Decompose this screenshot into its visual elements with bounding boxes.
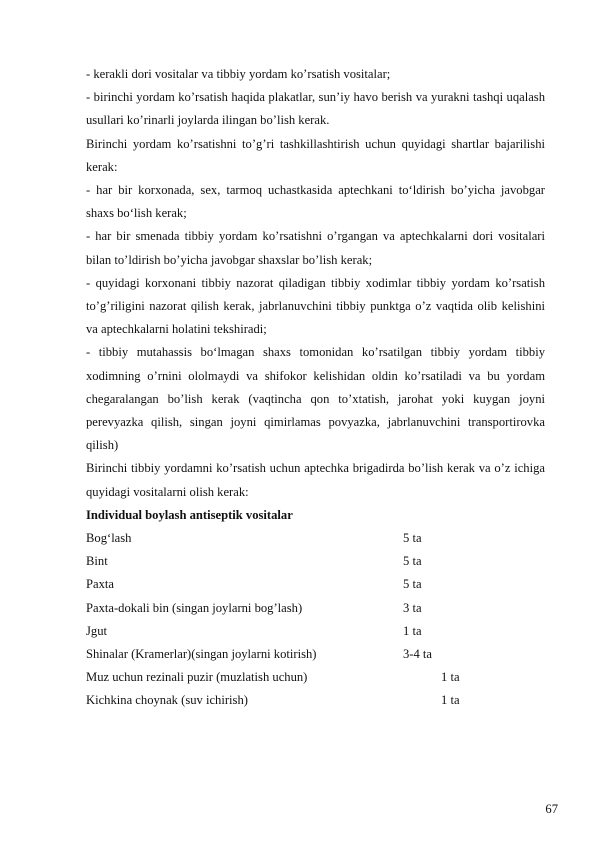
paragraph-conditions-intro: Birinchi yordam ko’rsatishni to’g’ri tashkillashtirish uchun quyidagi shartlar bajarilishi kerak: [86, 136, 545, 174]
item-quantity: 1 ta [441, 670, 460, 685]
item-quantity: 1 ta [441, 693, 460, 708]
list-item [86, 550, 545, 573]
item-name: Bint [86, 554, 108, 569]
paragraph-responsible-person: - har bir korxonada, sex, tarmoq uchastkasida aptechkani to‘ldirish bo’yicha javobgar shaxs bo‘lish kerak; [86, 183, 545, 221]
item-quantity: 5 ta [403, 554, 422, 569]
list-item [86, 597, 545, 620]
list-item [86, 620, 545, 643]
item-quantity: 5 ta [403, 531, 422, 546]
item-name: Bog‘lash [86, 531, 132, 546]
paragraph-kit-contents-intro: Birinchi tibbiy yordamni ko’rsatish uchun aptechka brigadirda bo’lish kerak va o’z ichiga quyidagi vositalarni olish kerak: [86, 461, 545, 499]
list-item [86, 573, 545, 596]
paragraph-non-specialist: - tibbiy mutahassis bo‘lmagan shaxs tomonidan ko’rsatilgan tibbiy yordam tibbiy xodimning o’rnini ololmaydi va shifokor kelishidan oldin ko’rsatiladi va bu yordam chegaralangan bo’lish kerak (vaqtincha qon to’xtatish, jarohat yoki kuygan joyni perevyazka qilish, singan joyni qimirlamas povyazka, jabrlanuvchini transportirovka qilish) [86, 345, 545, 453]
paragraph-posters: - birinchi yordam ko’rsatish haqida plakatlar, sun’iy havo berish va yurakni tashqi uqalash usullari ko’rinarli joylarda ilingan bo’lish kerak. [86, 90, 545, 128]
item-name: Muz uchun rezinali puzir (muzlatish uchun) [86, 670, 308, 685]
list-item [86, 643, 545, 666]
item-name: Paxta-dokali bin (singan joylarni bog’lash) [86, 600, 303, 615]
list-item [86, 666, 545, 689]
item-quantity: 5 ta [403, 577, 422, 592]
page-number: 67 [545, 802, 558, 816]
section-heading: Individual boylash antiseptik vositalar [86, 507, 293, 522]
item-quantity: 3 ta [403, 600, 422, 615]
supplies-list [86, 527, 545, 713]
item-name: Shinalar (Kramerlar)(singan joylarni kotirish) [86, 647, 317, 661]
document-body [86, 63, 545, 713]
paragraph-shift-responsible: - har bir smenada tibbiy yordam ko’rsatishni o’rgangan va aptechkalarni dori vositalari bilan to’ldirish bo’yicha javobgar shaxslar bo’lish kerak; [86, 229, 545, 267]
item-name: Paxta [86, 577, 114, 592]
item-quantity: 3-4 ta [403, 647, 433, 661]
item-name: Kichkina choynak (suv ichirish) [86, 693, 248, 708]
item-quantity: 1 ta [403, 623, 422, 638]
list-item [86, 689, 545, 712]
paragraph-medicines: - kerakli dori vositalar va tibbiy yordam ko’rsatish vositalar; [86, 67, 391, 81]
list-item [86, 527, 545, 550]
paragraph-medical-control: - quyidagi korxonani tibbiy nazorat qiladigan tibbiy xodimlar tibbiy yordam ko’rsatish to’g’riligini nazorat qilish kerak, jabrlanuvchini tibbiy punktga o’z vaqtida olib kelishini va aptechkalarni holatini tekshiradi; [86, 275, 545, 337]
item-name: Jgut [86, 623, 107, 638]
